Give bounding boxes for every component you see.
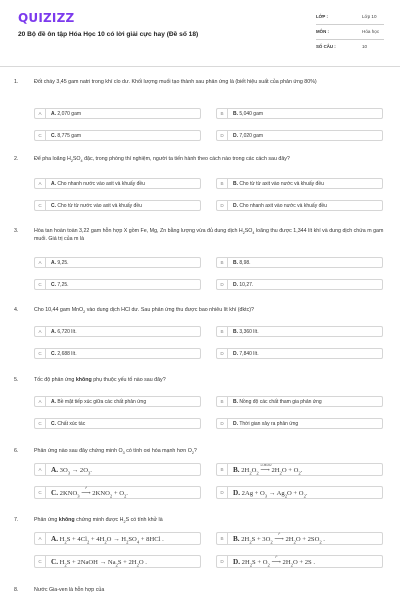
option-d[interactable] [216,418,383,429]
option-a[interactable] [34,532,201,545]
text-bold: không [58,517,75,523]
text-part: Tốc độ phản ứng [34,377,76,383]
option-letter: A [35,109,46,119]
option-a[interactable] [34,463,201,476]
option-b[interactable] [216,396,383,407]
option-c[interactable] [34,555,201,568]
option-prefix: B [233,181,237,188]
option-c[interactable] [34,279,201,290]
option-formula: B. $2H_2S + 3O_2$ t° ⟶ $2H_2O + 2SO_2$ . [233,531,325,545]
option-letter: B [217,179,228,189]
arrow-label: t° [84,485,88,490]
option-letter: C [35,487,46,499]
option-text: D. 7,840 lít. [233,351,259,358]
option-prefix: D [233,421,237,428]
option-a[interactable] [34,178,201,189]
option-prefix: A [51,399,55,406]
option-c[interactable] [34,200,201,211]
reaction-arrow: t° ⟶ [271,554,281,566]
option-text: A. 2,070 gam [51,111,82,118]
option-value: Chất xúc tác [57,421,86,428]
option-prefix: D [233,282,237,289]
option-letter: A [35,327,46,337]
option-text: C. 7,25. [51,282,69,289]
header-divider [0,66,400,67]
reaction-arrow: xt MnO2 ⟶ [260,462,272,474]
worksheet-title: 20 Bộ đề ôn tập Hóa Học 10 có lời giải cực hay (Đề số 18) [18,31,199,38]
meta-row-class [316,10,384,25]
option-prefix: C [51,203,55,210]
question-text [34,156,384,164]
option-value: 7,840 lít. [239,351,259,358]
option-value: Thời gian xảy ra phản ứng [239,421,299,428]
option-prefix: A [51,181,55,188]
option-letter: B [217,258,228,268]
text-part: vào dung dịch HCl dư. Sau phản ứng thu được bao nhiêu lít khí (đktc)? [85,307,254,313]
option-value: Cho từ từ nước vào axit và khuấy đều [57,203,142,210]
option-formula: C. $2KNO_3$ t° ⟶ $2KNO_2 + O_2$. [51,485,128,499]
question-number: 7. [14,517,19,523]
question-number: 5. [14,377,19,383]
question-number: 4. [14,307,19,313]
arrow-label: t° [275,554,278,559]
reaction-arrow: t° ⟶ [81,485,91,497]
text-part: có tính oxi hóa mạnh hơn O [124,448,192,454]
option-value: Cho nhanh axit vào nước và khuấy đều [239,203,327,210]
text-part: Cho 10,44 gam MnO [34,307,84,313]
meta-value: Hóa học [362,29,380,34]
option-value: 2,688 lít. [57,351,77,358]
option-letter: D [217,487,228,499]
option-letter: C [35,419,46,429]
option-letter: D [217,556,228,568]
meta-label: SỐ CÂU : [316,44,336,49]
worksheet-header [0,0,400,66]
option-text: D. 7,020 gam [233,133,264,140]
option-letter: D [217,131,228,141]
text-part: SO [244,228,253,234]
option-prefix: C [51,133,55,140]
option-letter: B [217,109,228,119]
text-part: Hòa tan hoàn toàn 3,22 gam hỗn hợp X gồm Fe, Mg, Zn bằng lượng vừa đủ dung dịch H [34,228,243,234]
option-letter: C [35,556,46,568]
option-text: A. 9,25. [51,260,69,267]
option-text: C. 8,775 gam [51,133,82,140]
worksheet-meta [316,10,384,55]
option-b[interactable] [216,178,383,189]
meta-row-count [316,40,384,55]
question-text: Nước Gia-ven là hỗn hợp của [34,587,105,593]
option-letter: B [217,397,228,407]
option-c[interactable] [34,348,201,359]
reaction-arrow: t° ⟶ [274,531,284,543]
meta-label: LỚP : [316,14,328,19]
text-sub: 4 [252,231,255,236]
option-prefix: D [233,351,237,358]
option-value: Bề mặt tiếp xúc giữa các chất phản ứng [57,399,147,406]
option-text: A. Bề mặt tiếp xúc giữa các chất phản ứng [51,399,147,406]
option-d[interactable] [216,555,383,568]
text-part: chứng minh được H [74,517,124,523]
option-c[interactable] [34,418,201,429]
option-value: 10,27. [239,282,254,289]
option-b[interactable] [216,108,383,119]
question-number: 3. [14,228,19,234]
text-part: Phản ứng [34,517,59,523]
text-sub: 2 [123,520,126,525]
option-formula: D. $2H_2S + O_2$ t° ⟶ $2H_2O + 2S$ . [233,554,315,568]
text-part: Để pha loãng H [34,156,71,162]
option-formula: D. $2Ag + O_3 \to Ag_2O + O_2$. [233,489,308,499]
option-text: C. Chất xúc tác [51,421,86,428]
question-number: 6. [14,448,19,454]
option-a[interactable] [34,396,201,407]
text-part: loãng thu được 1,344 lít khí và dung dịch chứa m gam muối. Giá trị của m là [34,228,384,242]
option-letter: D [217,280,228,290]
option-a[interactable] [34,257,201,268]
question-text [34,448,384,456]
question-number: 1. [14,79,19,85]
option-letter: A [35,464,46,476]
option-text: B. Nồng độ các chất tham gia phản ứng [233,399,322,406]
option-d[interactable] [216,279,383,290]
option-letter: B [217,464,228,476]
option-text: A. 6,720 lít. [51,329,77,336]
option-prefix: B [233,329,237,336]
text-sub: 2 [83,310,86,315]
option-letter: A [35,258,46,268]
option-text: A. Cho nhanh nước vào axit và khuấy đều [51,181,145,188]
text-part: S có tính khử là [125,517,163,523]
option-d[interactable] [216,130,383,141]
meta-value: Lớp 10 [362,14,377,19]
text-part: Phản ứng nào sau đây chứng minh O [34,448,123,454]
option-text: D. 10,27. [233,282,254,289]
option-value: 8,98. [239,260,251,267]
option-a[interactable] [34,108,201,119]
option-value: 7,020 gam [239,133,264,140]
option-text: D. Thời gian xảy ra phản ứng [233,421,299,428]
option-text: B. 3,360 lít. [233,329,259,336]
option-formula: A. $3O_3 \to 2O_3$. [51,466,92,476]
option-formula: A. $H_2S + 4Cl_2 + 4H_2O \to H_2SO_4 + 8HCl$ . [51,535,164,545]
option-value: 6,720 lít. [57,329,77,336]
option-c[interactable] [34,486,201,499]
option-letter: C [35,349,46,359]
option-b[interactable] [216,532,383,545]
option-letter: A [35,179,46,189]
option-value: Cho từ từ axit vào nước và khuấy đều [239,181,324,188]
meta-value: 10 [362,44,368,49]
text-sub: 3 [122,451,125,456]
text-part: ? [193,448,197,454]
option-letter: A [35,533,46,545]
question-text [34,307,384,315]
option-prefix: B [233,111,237,118]
option-formula: C. $H_2S$ + 2NaOH → $Na_2S + 2H_2O$ . [51,558,147,568]
option-text: C. 2,688 lít. [51,351,77,358]
arrow-label: t° [277,531,281,536]
text-part: phụ thuộc yếu tố nào sau đây? [91,377,166,383]
text-part: SO [72,156,81,162]
option-b[interactable] [216,326,383,337]
option-prefix: C [51,421,55,428]
option-prefix: C [51,282,55,289]
option-value: 9,25. [57,260,69,267]
option-d[interactable] [216,348,383,359]
option-letter: C [35,201,46,211]
meta-label: MÔN : [316,29,329,34]
question-text: Đốt cháy 3,45 gam natri trong khí clo dư. Khối lượng muối tạo thành sau phản ứng là (biết hiệu suất của phản ứng 80%) [34,79,317,85]
option-prefix: A [51,329,55,336]
text-sub: 4 [80,159,83,164]
option-text: B. 8,98. [233,260,251,267]
option-text: B. Cho từ từ axit vào nước và khuấy đều [233,181,324,188]
option-value: Cho nhanh nước vào axit và khuấy đều [57,181,145,188]
option-text: C. Cho từ từ nước vào axit và khuấy đều [51,203,142,210]
text-sub: 2 [242,231,245,236]
text-bold: không [75,377,92,383]
option-prefix: B [233,260,237,267]
option-prefix: D [233,203,237,210]
option-letter: C [35,131,46,141]
option-value: 8,775 gam [57,133,82,140]
option-letter: D [217,419,228,429]
option-prefix: B [233,399,237,406]
option-b[interactable] [216,257,383,268]
arrow-label: xt MnO2 [260,462,272,467]
option-text: B. 5,040 gam [233,111,264,118]
question-number: 2. [14,156,19,162]
option-value: 5,040 gam [239,111,264,118]
meta-row-subject [316,25,384,40]
option-prefix: C [51,351,55,358]
option-formula: B. $2H_2O_2$ xt MnO2 ⟶ $2H_2O + O_2$. [233,462,303,476]
option-letter: B [217,327,228,337]
option-value: 2,070 gam [57,111,82,118]
text-sub: 2 [191,451,194,456]
option-letter: D [217,349,228,359]
option-a[interactable] [34,326,201,337]
question-number: 8. [14,587,19,593]
option-prefix: A [51,260,55,267]
option-d[interactable] [216,200,383,211]
option-letter: C [35,280,46,290]
option-d[interactable] [216,486,383,499]
question-text [34,517,384,525]
question-text [34,228,384,243]
option-letter: B [217,533,228,545]
option-prefix: A [51,111,55,118]
option-value: Nồng độ các chất tham gia phản ứng [239,399,322,406]
option-value: 3,360 lít. [239,329,259,336]
option-value: 7,25. [57,282,69,289]
option-letter: D [217,201,228,211]
option-b[interactable] [216,463,383,476]
question-text [34,377,384,385]
text-part: đặc, trong phòng thí nghiệm, người ta tiến hành theo cách nào trong các cách sau đây? [82,156,290,162]
text-sub: 2 [70,159,73,164]
option-c[interactable] [34,130,201,141]
option-text: D. Cho nhanh axit vào nước và khuấy đều [233,203,327,210]
option-prefix: D [233,133,237,140]
option-letter: A [35,397,46,407]
quizizz-logo: QUIZIZZ [18,11,75,25]
